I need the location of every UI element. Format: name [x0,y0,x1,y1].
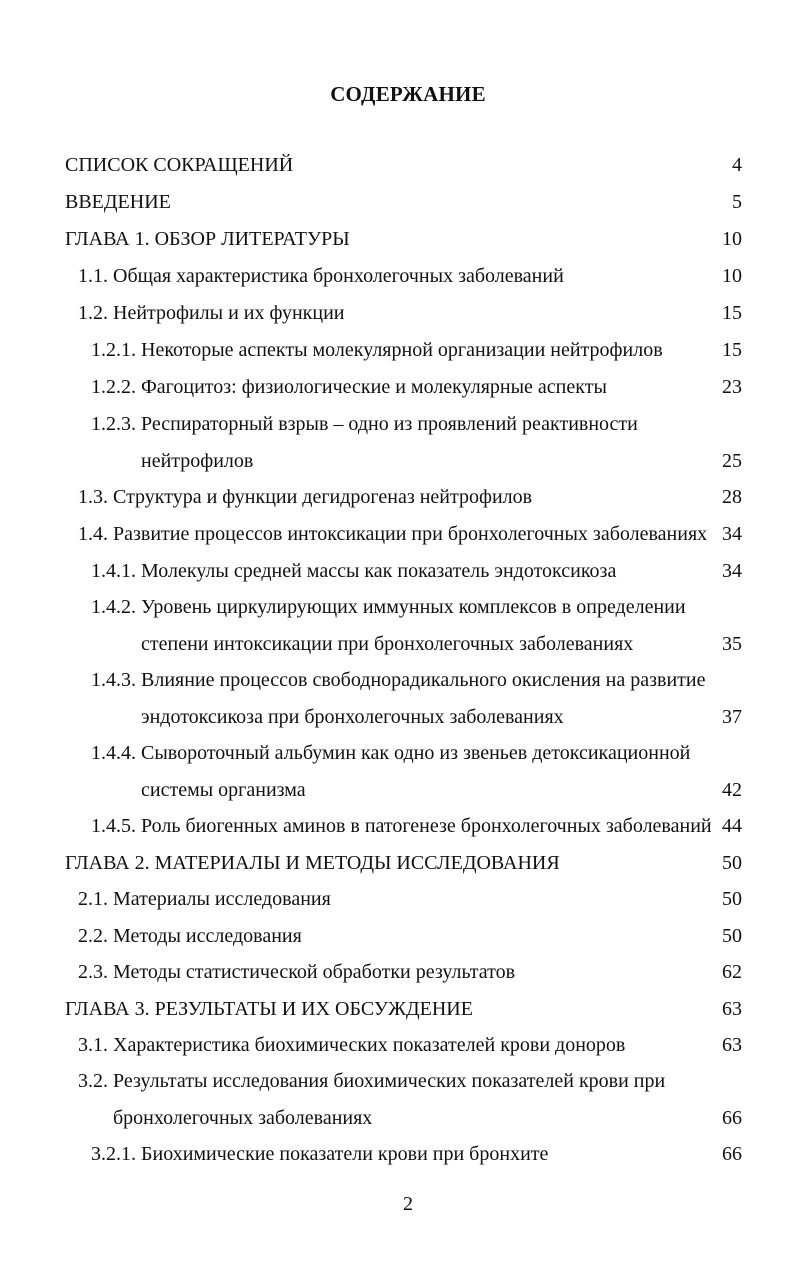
toc-page-number: 50 [722,888,742,910]
toc-page-number: 15 [722,339,742,361]
toc-entry[interactable]: 1.3. Структура и функции дегидрогеназ нейтрофилов [78,486,533,508]
toc-entry[interactable]: 1.4.5. Роль биогенных аминов в патогенезе бронхолегочных заболеваний [91,815,712,837]
toc-page-number: 42 [722,779,742,801]
toc-page-number: 50 [722,925,742,947]
toc-page-number: 66 [722,1107,742,1129]
toc-entry-continuation[interactable]: бронхолегочных заболеваниях [113,1107,373,1129]
toc-entry[interactable]: ГЛАВА 2. МАТЕРИАЛЫ И МЕТОДЫ ИССЛЕДОВАНИЯ [65,852,560,874]
toc-entry-continuation[interactable]: степени интоксикации при бронхолегочных заболеваниях [141,633,634,655]
toc-page-number: 15 [722,302,742,324]
toc-page-number: 63 [722,998,742,1020]
toc-entry[interactable]: ГЛАВА 3. РЕЗУЛЬТАТЫ И ИХ ОБСУЖДЕНИЕ [65,998,473,1020]
toc-page-number: 5 [732,191,742,213]
toc-page-number: 37 [722,706,742,728]
toc-page-number: 23 [722,376,742,398]
toc-entry[interactable]: 1.2.1. Некоторые аспекты молекулярной организации нейтрофилов [91,339,663,361]
toc-entry-continuation[interactable]: системы организма [141,779,306,801]
toc-entry[interactable]: 1.4.1. Молекулы средней массы как показатель эндотоксикоза [91,560,617,582]
toc-entry[interactable]: 1.1. Общая характеристика бронхолегочных заболеваний [78,265,564,287]
toc-page-number: 28 [722,486,742,508]
toc-entry[interactable]: ГЛАВА 1. ОБЗОР ЛИТЕРАТУРЫ [65,228,350,250]
toc-entry[interactable]: 2.2. Методы исследования [78,925,302,947]
toc-page-number: 10 [722,228,742,250]
toc-page-number: 10 [722,265,742,287]
toc-page-number: 25 [722,450,742,472]
toc-entry[interactable]: 1.4.4. Сывороточный альбумин как одно из звеньев детоксикационной [91,742,691,764]
toc-page-number: 66 [722,1143,742,1165]
toc-page-number: 50 [722,852,742,874]
toc-entry[interactable]: 1.2.3. Респираторный взрыв – одно из проявлений реактивности [91,413,638,435]
toc-entry[interactable]: 2.1. Материалы исследования [78,888,331,910]
toc-entry[interactable]: 3.2. Результаты исследования биохимических показателей крови при [78,1070,666,1092]
page-number: 2 [403,1193,413,1215]
toc-entry-continuation[interactable]: нейтрофилов [141,450,254,472]
toc-page-number: 4 [732,154,742,176]
toc-entry[interactable]: 1.2.2. Фагоцитоз: физиологические и молекулярные аспекты [91,376,607,398]
toc-entry[interactable]: 1.4.2. Уровень циркулирующих иммунных комплексов в определении [91,596,686,618]
toc-page-number: 35 [722,633,742,655]
toc-page-number: 34 [722,523,742,545]
page-title: СОДЕРЖАНИЕ [330,82,486,106]
toc-entry[interactable]: 3.2.1. Биохимические показатели крови при бронхите [91,1143,549,1165]
toc-entry[interactable]: 1.4. Развитие процессов интоксикации при бронхолегочных заболеваниях [78,523,708,545]
toc-entry[interactable]: 2.3. Методы статистической обработки результатов [78,961,516,983]
toc-entry-continuation[interactable]: эндотоксикоза при бронхолегочных заболеваниях [141,706,564,728]
toc-entry[interactable]: 1.2. Нейтрофилы и их функции [78,302,345,324]
toc-entry[interactable]: 1.4.3. Влияние процессов свободнорадикального окисления на развитие [91,669,706,691]
toc-page-number: 63 [722,1034,742,1056]
toc-entry[interactable]: СПИСОК СОКРАЩЕНИЙ [65,154,294,176]
toc-entry[interactable]: 3.1. Характеристика биохимических показателей крови доноров [78,1034,626,1056]
toc-page-number: 34 [722,560,742,582]
toc-page-number: 44 [722,815,742,837]
toc-page-number: 62 [722,961,742,983]
toc-entry[interactable]: ВВЕДЕНИЕ [65,191,171,213]
